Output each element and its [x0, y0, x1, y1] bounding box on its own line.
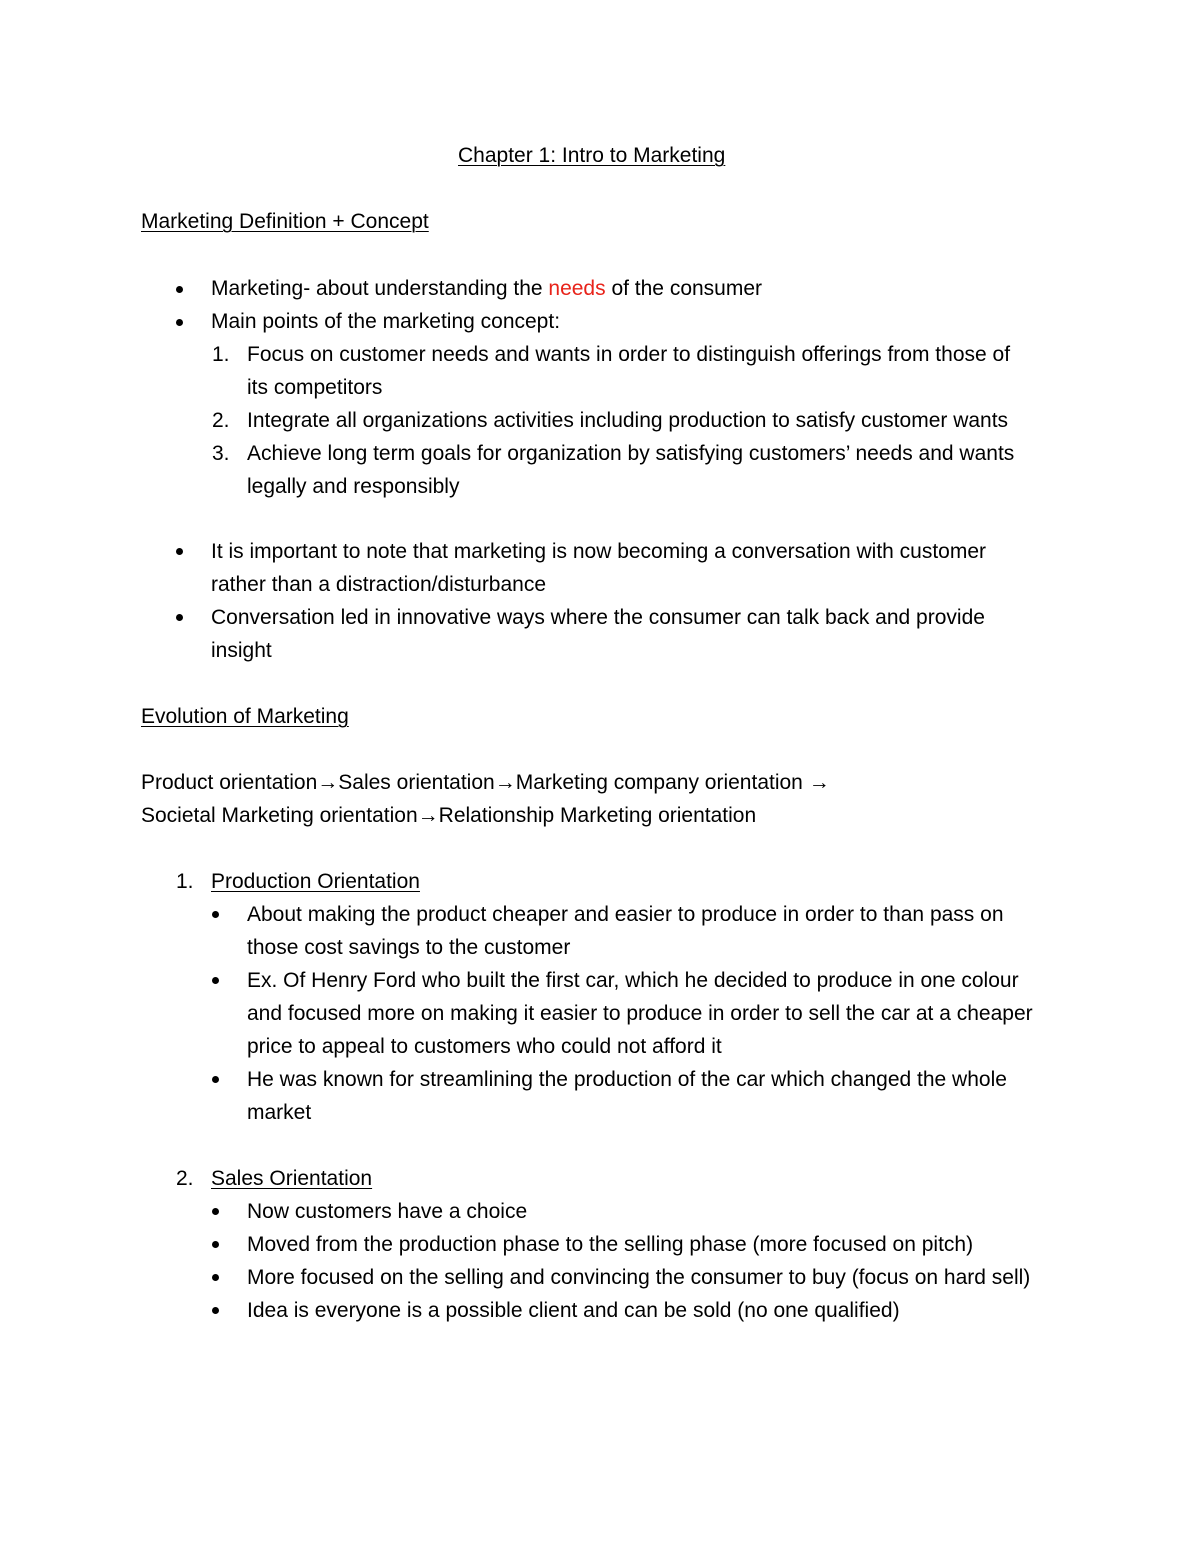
list-number: 1.	[176, 870, 194, 893]
bullet-text-before: Marketing- about understanding the	[211, 277, 549, 300]
point-text: legally and responsibly	[247, 475, 460, 498]
point-text: Achieve long term goals for organization by satisfying customers’ needs and wants	[247, 442, 1015, 465]
list-item-cont: price to appeal to customers who could not afford it	[247, 1035, 722, 1058]
bullet-icon	[176, 548, 183, 555]
point-text: its competitors	[247, 376, 383, 399]
bullet-icon	[176, 614, 183, 621]
bullet-marketing-definition	[211, 276, 762, 302]
list-item: He was known for streamlining the production of the car which changed the whole	[247, 1068, 1007, 1091]
point-text: Focus on customer needs and wants in order to distinguish offerings from those of	[247, 343, 1011, 366]
section-heading-marketing-definition: Marketing Definition + Concept	[141, 210, 429, 233]
bullet-conversation-note: It is important to note that marketing is now becoming a conversation with customer	[211, 540, 987, 563]
bullet-icon	[212, 1076, 219, 1083]
bullet-icon	[212, 1241, 219, 1248]
bullet-icon	[212, 1274, 219, 1281]
bullet-innovative-conversation-cont: insight	[211, 639, 272, 662]
list-number: 3.	[212, 442, 230, 465]
highlight-needs: needs	[548, 277, 606, 300]
point-text: Integrate all organizations activities including production to satisfy customer wants	[247, 409, 1009, 432]
list-item: Ex. Of Henry Ford who built the first car, which he decided to produce in one colour	[247, 969, 1019, 992]
section-heading-evolution: Evolution of Marketing	[141, 705, 349, 728]
page-title: Chapter 1: Intro to Marketing	[458, 144, 726, 167]
list-number: 2.	[176, 1167, 194, 1190]
list-number: 1.	[212, 343, 230, 366]
bullet-text-after: of the consumer	[605, 277, 763, 300]
list-item: Moved from the production phase to the selling phase (more focused on pitch)	[247, 1233, 974, 1256]
bullet-icon	[212, 911, 219, 918]
bullet-icon	[212, 977, 219, 984]
bullet-icon	[176, 319, 183, 326]
orientation-flow-line-1: Product orientation→Sales orientation→Marketing company orientation →	[141, 771, 830, 794]
bullet-innovative-conversation: Conversation led in innovative ways where the consumer can talk back and provide	[211, 606, 985, 629]
list-item: Now customers have a choice	[247, 1200, 528, 1223]
orientation-title-sales: Sales Orientation	[211, 1167, 373, 1190]
list-item-cont: and focused more on making it easier to produce in order to sell the car at a cheaper	[247, 1002, 1033, 1025]
list-item: Idea is everyone is a possible client and can be sold (no one qualified)	[247, 1299, 900, 1322]
bullet-icon	[212, 1208, 219, 1215]
list-item-cont: market	[247, 1101, 312, 1124]
bullet-icon	[176, 286, 183, 293]
list-item: About making the product cheaper and easier to produce in order to than pass on	[247, 903, 1004, 926]
list-number: 2.	[212, 409, 230, 432]
bullet-main-points: Main points of the marketing concept:	[211, 310, 561, 333]
bullet-icon	[212, 1307, 219, 1314]
list-item: More focused on the selling and convincing the consumer to buy (focus on hard sell)	[247, 1266, 1031, 1289]
orientation-flow-line-2: Societal Marketing orientation→Relationship Marketing orientation	[141, 804, 757, 827]
list-item-cont: those cost savings to the customer	[247, 936, 571, 959]
bullet-conversation-note-cont: rather than a distraction/disturbance	[211, 573, 547, 596]
orientation-title-production: Production Orientation	[211, 870, 420, 893]
